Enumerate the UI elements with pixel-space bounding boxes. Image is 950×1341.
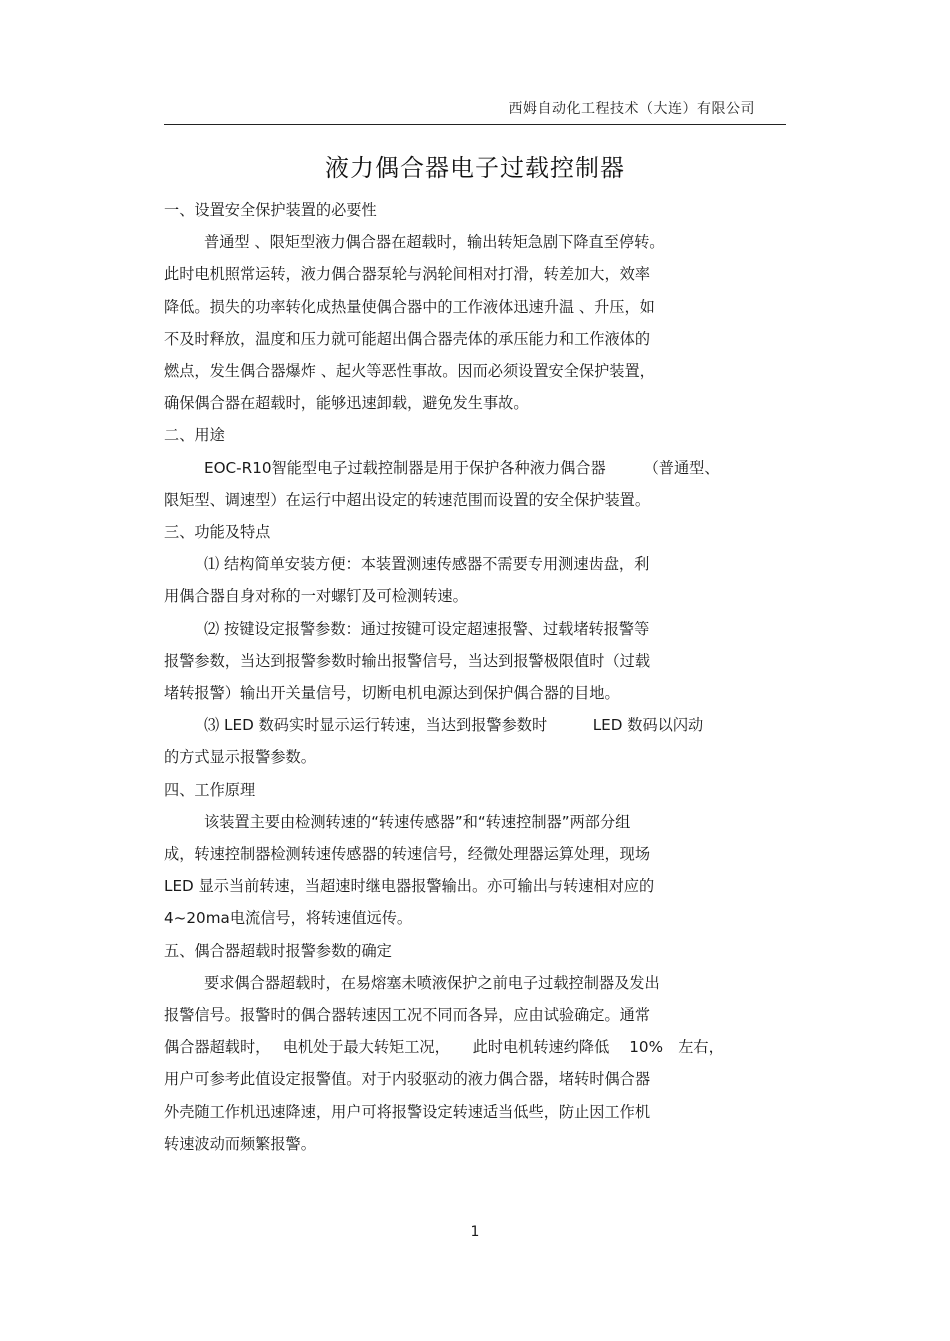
body-line: 降低。损失的功率转化成热量使偶合器中的工作液体迅速升温 、升压，如 bbox=[164, 297, 655, 316]
header-divider bbox=[164, 124, 786, 125]
body-line: 报警信号。报警时的偶合器转速因工况不同而各异，应由试验确定。通常 bbox=[164, 1006, 650, 1024]
body-line: 不及时释放，温度和压力就可能超出偶合器壳体的承压能力和工作液体的 bbox=[164, 329, 650, 348]
body-line: 该装置主要由检测转速的“转速传感器”和“转速控制器”两部分组 bbox=[204, 812, 631, 831]
body-line: 限矩型、调速型）在运行中超出设定的转速范围而设置的安全保护装置。 bbox=[164, 490, 650, 509]
body-line: 四、工作原理 bbox=[164, 780, 256, 799]
body-line: 普通型 、限矩型液力偶合器在超载时，输出转矩急剧下降直至停转。 bbox=[204, 233, 665, 252]
body-line: LED 显示当前转速，当超速时继电器报警输出。亦可输出与转速相对应的 bbox=[164, 877, 655, 896]
body-line: 二、用途 bbox=[164, 426, 225, 445]
body-line: 成，转速控制器检测转速传感器的转速信号，经微处理器运算处理，现场 bbox=[164, 845, 650, 863]
body-line: 燃点，发生偶合器爆炸 、起火等恶性事故。因而必须设置安全保护装置， bbox=[164, 362, 655, 380]
body-line: 用户可参考此值设定报警值。对于内驳驱动的液力偶合器，堵转时偶合器 bbox=[164, 1070, 650, 1089]
body-line: ⑵ 按键设定报警参数：通过按键可设定超速报警、过载堵转报警等 bbox=[204, 619, 650, 638]
body-line: 偶合器超载时， 电机处于最大转矩工况， 此时电机转速约降低 10% 左右， bbox=[164, 1038, 724, 1057]
body-line: 一、设置安全保护装置的必要性 bbox=[164, 201, 377, 219]
body-line: 要求偶合器超载时，在易熔塞未喷液保护之前电子过载控制器及发出 bbox=[204, 973, 660, 992]
body-line: 用偶合器自身对称的一对螺钉及可检测转速。 bbox=[164, 587, 468, 606]
body-line: 三、功能及特点 bbox=[164, 523, 271, 541]
body-line: 确保偶合器在超载时，能够迅速卸载，避免发生事故。 bbox=[164, 394, 529, 413]
body-line: 外壳随工作机迅速降速，用户可将报警设定转速适当低些，防止因工作机 bbox=[164, 1102, 650, 1121]
body-line: EOC-R10智能型电子过载控制器是用于保护各种液力偶合器 （普通型、 bbox=[204, 458, 720, 477]
body-line: 报警参数，当达到报警参数时输出报警信号，当达到报警极限值时（过载 bbox=[164, 651, 650, 670]
document-title: 液力偶合器电子过载控制器 bbox=[325, 154, 625, 182]
body-line: ⑶ LED 数码实时显示运行转速，当达到报警参数时 LED 数码以闪动 bbox=[204, 716, 704, 735]
body-line: 的方式显示报警参数。 bbox=[164, 748, 316, 767]
body-line: ⑴ 结构简单安装方便：本装置测速传感器不需要专用测速齿盘，利 bbox=[204, 555, 650, 574]
body-line: 五、偶合器超载时报警参数的确定 bbox=[164, 941, 392, 960]
body-line: 此时电机照常运转，液力偶合器泵轮与涡轮间相对打滑，转差加大，效率 bbox=[164, 265, 650, 284]
body-line: 堵转报警）输出开关量信号，切断电机电源达到保护偶合器的目地。 bbox=[164, 684, 620, 702]
page-number: 1 bbox=[470, 1224, 480, 1240]
header-company-name: 西姆自动化工程技术（大连）有限公司 bbox=[508, 101, 755, 117]
body-line: 转速波动而频繁报警。 bbox=[164, 1134, 316, 1153]
body-line: 4~20ma电流信号，将转速值远传。 bbox=[164, 909, 413, 928]
